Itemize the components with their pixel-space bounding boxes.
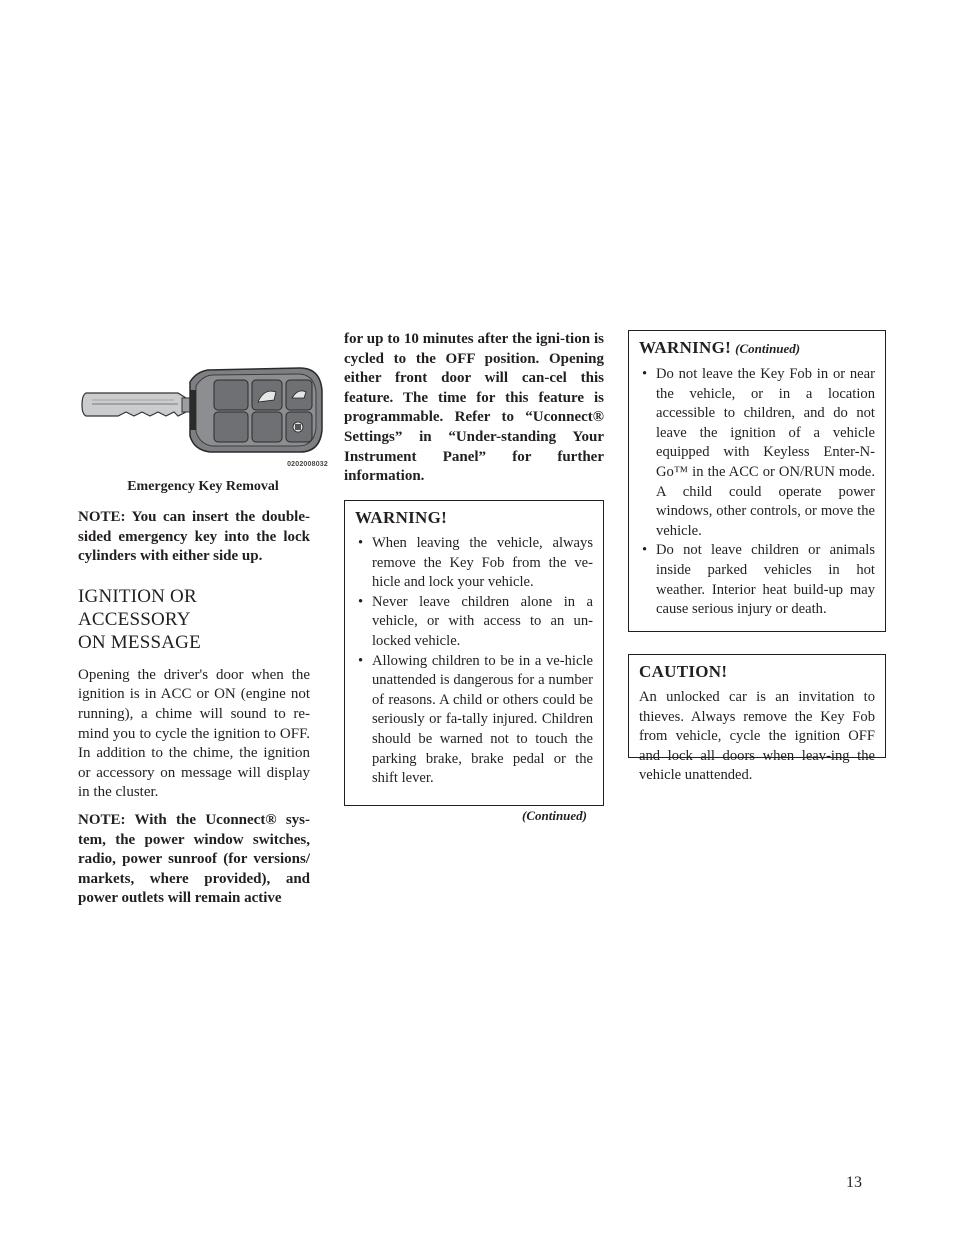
warning-box-2	[628, 330, 886, 632]
warning-title: WARNING!	[355, 508, 448, 527]
figure-code: 0202008032	[287, 461, 328, 468]
note-uconnect: NOTE: With the Uconnect® sys-tem, the power window switches, radio, power sunroof (for versions/ markets, where provided), and power outlets will remain active	[78, 811, 310, 907]
key-fob-body	[190, 368, 322, 452]
caution-body: An unlocked car is an invitation to thieves. Always remove the Key Fob from vehicle, cycle the ignition OFF and lock all doors when leav-ing the vehicle unattended.	[639, 689, 875, 784]
section-heading-line-1: IGNITION OR ACCESSORY	[78, 585, 197, 630]
section-heading	[78, 585, 310, 654]
note-emergency-key: NOTE: You can insert the double-sided emergency key into the lock cylinders with either side up.	[78, 509, 310, 565]
section-heading-line-2: ON MESSAGE	[78, 631, 201, 653]
list-item: • Allowing children to be in a ve-hicle unattended is dangerous for a number of reasons. A child or others could be seriously or fa-tally injured. Children should be warned not to touch the parking brake, brake pedal or the shift lever.	[355, 652, 593, 789]
warning-list-1	[355, 534, 593, 789]
emergency-key-figure	[78, 360, 328, 472]
ignition-message-body: Opening the driver's door when the ignition is in ACC or ON (engine not running), a chime will sound to re-mind you to cycle the ignition to OFF. In addition to the chime, the ignition or accessory on message will display in the cluster.	[78, 666, 310, 801]
column-1	[78, 508, 310, 909]
key-fob-illustration	[78, 360, 328, 472]
list-item: • Do not leave children or animals inside parked vehicles in hot weather. Interior heat build-up may cause serious injury or death.	[639, 541, 875, 619]
continued-label: (Continued)	[522, 808, 588, 823]
caution-box	[628, 654, 886, 784]
warning-title-suffix: (Continued)	[735, 341, 801, 356]
list-item: • When leaving the vehicle, always remove the Key Fob from the ve-hicle and lock your vehicle.	[355, 534, 593, 593]
warning-title-text: WARNING!	[639, 338, 732, 357]
list-item: • Never leave children alone in a vehicle, or with access to an un-locked vehicle.	[355, 593, 593, 652]
emergency-key-blade	[82, 393, 192, 416]
warning-list-2	[639, 365, 875, 620]
warning-box-1	[344, 500, 604, 806]
warning-title-continued	[639, 338, 875, 359]
continuation-text: for up to 10 minutes after the igni-tion is cycled to the OFF position. Opening either front door will can-cel this feature. The time for this feature is programmable. Refer to “Uconnect® Settings” in “Under-standing Your Instrument Panel” for further information.	[344, 331, 604, 485]
list-item: • Do not leave the Key Fob in or near the vehicle, or in a location accessible to children, and do not leave the ignition of a vehicle equipped with Keyless Enter-N-Go™ in the ACC or ON/RUN mode. A child could operate power windows, other controls, or move the vehicle.	[639, 365, 875, 541]
caution-title: CAUTION!	[639, 662, 728, 681]
page-number: 13	[846, 1174, 862, 1191]
figure-caption: Emergency Key Removal	[127, 479, 279, 494]
column-2	[344, 330, 604, 487]
